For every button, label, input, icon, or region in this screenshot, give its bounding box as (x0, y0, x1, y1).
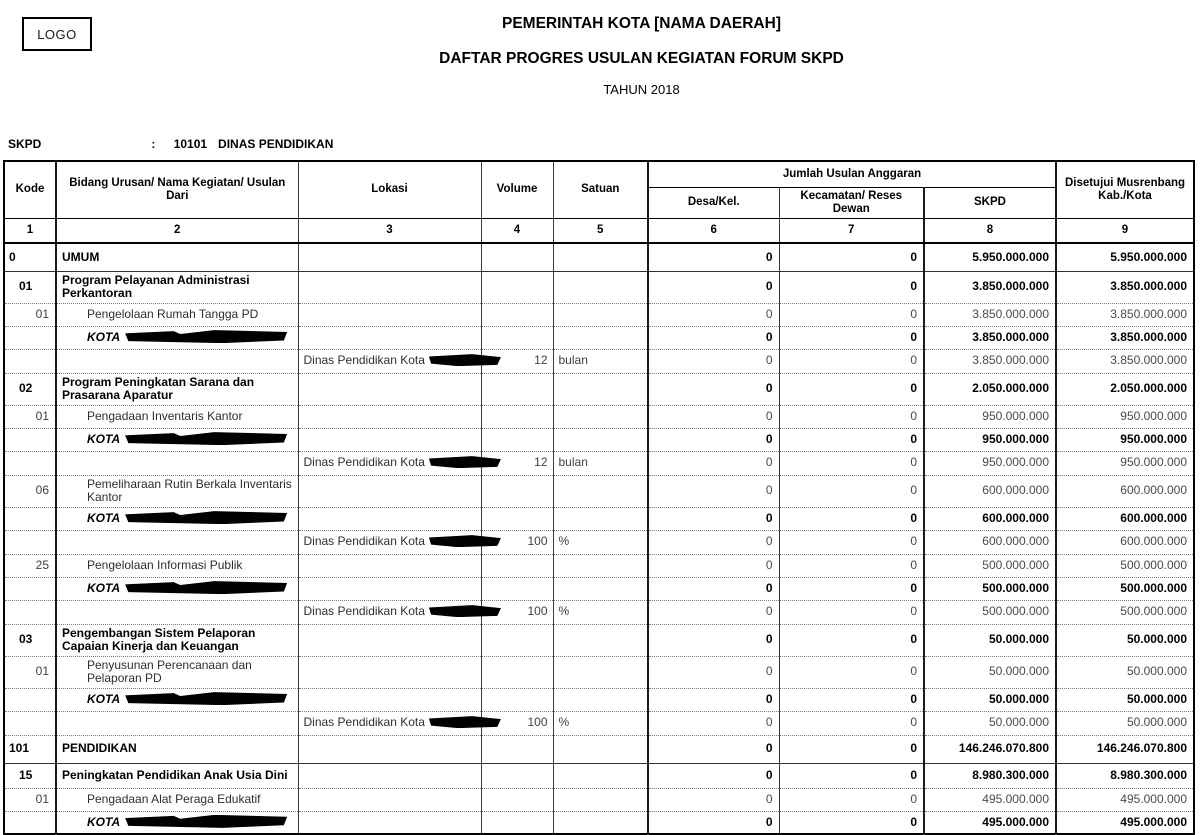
cell-volume (481, 688, 553, 711)
cell-disetujui: 2.050.000.000 (1056, 373, 1194, 405)
cell-skpd: 600.000.000 (924, 507, 1056, 530)
table-row (4, 688, 1194, 711)
redacted-text (125, 511, 287, 524)
year-label: TAHUN 2018 (603, 82, 680, 97)
col-header-kecamatan: Kecamatan/ Reses Dewan (779, 187, 924, 218)
column-number: 9 (1056, 218, 1194, 243)
cell-desa: 0 (648, 763, 779, 788)
cell-disetujui: 146.246.070.800 (1056, 735, 1194, 763)
cell-skpd: 3.850.000.000 (924, 303, 1056, 326)
cell-disetujui: 50.000.000 (1056, 711, 1194, 735)
cell-desa: 0 (648, 243, 779, 271)
cell-kode: 01 (4, 271, 56, 303)
cell-volume: 100 (481, 530, 553, 554)
cell-lokasi (298, 656, 481, 688)
cell-kode (4, 349, 56, 373)
logo (22, 17, 92, 51)
cell-kode: 25 (4, 554, 56, 577)
table-row (4, 711, 1194, 735)
col-header-lokasi: Lokasi (298, 161, 481, 218)
cell-satuan (553, 303, 648, 326)
cell-lokasi (298, 326, 481, 349)
cell-kode (4, 811, 56, 834)
cell-lokasi (298, 405, 481, 428)
cell-desa: 0 (648, 811, 779, 834)
cell-kecamatan: 0 (779, 624, 924, 656)
cell-desa: 0 (648, 656, 779, 688)
cell-lokasi (298, 735, 481, 763)
table-row (4, 243, 1194, 271)
cell-disetujui: 495.000.000 (1056, 788, 1194, 811)
redacted-text (125, 330, 287, 343)
cell-name: Penyusunan Perencanaan dan Pelaporan PD (56, 656, 298, 688)
cell-volume (481, 373, 553, 405)
cell-kecamatan: 0 (779, 405, 924, 428)
table-row (4, 624, 1194, 656)
cell-kecamatan: 0 (779, 349, 924, 373)
cell-name (56, 507, 298, 530)
column-number: 2 (56, 218, 298, 243)
cell-skpd: 3.850.000.000 (924, 326, 1056, 349)
redacted-text (125, 692, 287, 705)
cell-skpd: 3.850.000.000 (924, 271, 1056, 303)
cell-volume (481, 811, 553, 834)
skpd-name: DINAS PENDIDIKAN (218, 137, 334, 151)
cell-satuan (553, 271, 648, 303)
table-row (4, 475, 1194, 507)
cell-skpd: 495.000.000 (924, 788, 1056, 811)
column-number: 6 (648, 218, 779, 243)
cell-desa: 0 (648, 711, 779, 735)
cell-kode: 03 (4, 624, 56, 656)
redacted-text (125, 815, 287, 828)
cell-satuan (553, 656, 648, 688)
cell-volume (481, 624, 553, 656)
table-row (4, 763, 1194, 788)
cell-desa: 0 (648, 475, 779, 507)
cell-satuan (553, 735, 648, 763)
cell-disetujui: 950.000.000 (1056, 428, 1194, 451)
skpd-info-line (8, 137, 333, 151)
cell-satuan (553, 788, 648, 811)
cell-kecamatan: 0 (779, 428, 924, 451)
cell-kecamatan: 0 (779, 373, 924, 405)
cell-desa: 0 (648, 624, 779, 656)
cell-kode (4, 530, 56, 554)
report-table (3, 160, 1195, 835)
cell-desa: 0 (648, 405, 779, 428)
cell-kecamatan: 0 (779, 530, 924, 554)
kota-label: KOTA (87, 510, 121, 525)
cell-name (56, 428, 298, 451)
lokasi-text: Dinas Pendidikan Kota (303, 604, 425, 619)
cell-skpd: 146.246.070.800 (924, 735, 1056, 763)
cell-skpd: 5.950.000.000 (924, 243, 1056, 271)
cell-volume (481, 554, 553, 577)
cell-volume (481, 405, 553, 428)
cell-skpd: 3.850.000.000 (924, 349, 1056, 373)
cell-kode (4, 688, 56, 711)
cell-lokasi (298, 554, 481, 577)
table-header (4, 161, 1194, 243)
cell-lokasi (298, 711, 481, 735)
column-number: 7 (779, 218, 924, 243)
skpd-separator: : (151, 137, 156, 151)
cell-volume (481, 788, 553, 811)
cell-skpd: 500.000.000 (924, 554, 1056, 577)
cell-desa: 0 (648, 600, 779, 624)
cell-name: Pengadaan Alat Peraga Edukatif (56, 788, 298, 811)
cell-disetujui: 50.000.000 (1056, 624, 1194, 656)
cell-disetujui: 5.950.000.000 (1056, 243, 1194, 271)
cell-kode: 01 (4, 656, 56, 688)
table-row (4, 349, 1194, 373)
kota-label: KOTA (87, 580, 121, 595)
kota-label: KOTA (87, 691, 121, 706)
cell-kecamatan: 0 (779, 600, 924, 624)
cell-volume (481, 428, 553, 451)
cell-name: Pemeliharaan Rutin Berkala Inventaris Kantor (56, 475, 298, 507)
cell-kode: 0 (4, 243, 56, 271)
cell-lokasi (298, 688, 481, 711)
cell-name (56, 530, 298, 554)
cell-satuan (553, 373, 648, 405)
cell-skpd: 50.000.000 (924, 711, 1056, 735)
page-title: PEMERINTAH KOTA [NAMA DAERAH] (502, 15, 781, 32)
cell-disetujui: 8.980.300.000 (1056, 763, 1194, 788)
table-row (4, 373, 1194, 405)
cell-skpd: 50.000.000 (924, 656, 1056, 688)
cell-desa: 0 (648, 303, 779, 326)
cell-satuan (553, 624, 648, 656)
cell-lokasi (298, 428, 481, 451)
cell-kecamatan: 0 (779, 326, 924, 349)
lokasi-text: Dinas Pendidikan Kota (303, 715, 425, 730)
cell-volume (481, 656, 553, 688)
cell-kode: 01 (4, 303, 56, 326)
redacted-text (125, 432, 287, 445)
cell-skpd: 495.000.000 (924, 811, 1056, 834)
cell-skpd: 950.000.000 (924, 451, 1056, 475)
cell-lokasi (298, 763, 481, 788)
redacted-text (125, 581, 287, 594)
table-row (4, 303, 1194, 326)
col-header-satuan: Satuan (553, 161, 648, 218)
table-row (4, 507, 1194, 530)
column-number: 3 (298, 218, 481, 243)
cell-kode: 02 (4, 373, 56, 405)
cell-desa: 0 (648, 373, 779, 405)
cell-kode (4, 711, 56, 735)
cell-lokasi (298, 788, 481, 811)
cell-kode: 01 (4, 788, 56, 811)
cell-skpd: 500.000.000 (924, 577, 1056, 600)
cell-volume (481, 243, 553, 271)
cell-name: Pengelolaan Informasi Publik (56, 554, 298, 577)
cell-disetujui: 3.850.000.000 (1056, 326, 1194, 349)
col-header-disetujui: Disetujui Musrenbang Kab./Kota (1056, 161, 1194, 218)
cell-disetujui: 3.850.000.000 (1056, 349, 1194, 373)
cell-satuan: bulan (553, 451, 648, 475)
skpd-label: SKPD (8, 137, 42, 151)
cell-kecamatan: 0 (779, 763, 924, 788)
cell-desa: 0 (648, 788, 779, 811)
cell-disetujui: 50.000.000 (1056, 656, 1194, 688)
cell-desa: 0 (648, 326, 779, 349)
cell-name: Program Peningkatan Sarana dan Prasarana Aparatur (56, 373, 298, 405)
cell-disetujui: 500.000.000 (1056, 554, 1194, 577)
cell-satuan (553, 577, 648, 600)
table-row (4, 428, 1194, 451)
cell-volume: 100 (481, 711, 553, 735)
table-row (4, 530, 1194, 554)
logo-label: LOGO (37, 26, 77, 42)
cell-volume (481, 303, 553, 326)
table-row (4, 405, 1194, 428)
cell-lokasi (298, 577, 481, 600)
table-row (4, 656, 1194, 688)
cell-kecamatan: 0 (779, 577, 924, 600)
column-number: 4 (481, 218, 553, 243)
cell-disetujui: 3.850.000.000 (1056, 303, 1194, 326)
cell-satuan (553, 428, 648, 451)
lokasi-text: Dinas Pendidikan Kota (303, 353, 425, 368)
cell-satuan: bulan (553, 349, 648, 373)
cell-desa: 0 (648, 688, 779, 711)
cell-volume (481, 507, 553, 530)
cell-desa: 0 (648, 428, 779, 451)
col-header-desa: Desa/Kel. (648, 187, 779, 218)
cell-disetujui: 950.000.000 (1056, 405, 1194, 428)
cell-lokasi (298, 530, 481, 554)
cell-skpd: 500.000.000 (924, 600, 1056, 624)
cell-volume (481, 735, 553, 763)
cell-satuan (553, 475, 648, 507)
cell-skpd: 950.000.000 (924, 405, 1056, 428)
cell-kecamatan: 0 (779, 475, 924, 507)
cell-name (56, 811, 298, 834)
kota-label: KOTA (87, 329, 121, 344)
cell-lokasi (298, 475, 481, 507)
cell-lokasi (298, 373, 481, 405)
cell-kode (4, 600, 56, 624)
cell-satuan: % (553, 530, 648, 554)
cell-kecamatan: 0 (779, 788, 924, 811)
cell-skpd: 600.000.000 (924, 530, 1056, 554)
cell-kecamatan: 0 (779, 735, 924, 763)
cell-disetujui: 600.000.000 (1056, 475, 1194, 507)
cell-name (56, 326, 298, 349)
cell-name (56, 577, 298, 600)
cell-disetujui: 50.000.000 (1056, 688, 1194, 711)
table-row (4, 451, 1194, 475)
table-row (4, 600, 1194, 624)
lokasi-text: Dinas Pendidikan Kota (303, 534, 425, 549)
cell-kode (4, 428, 56, 451)
cell-skpd: 50.000.000 (924, 688, 1056, 711)
cell-disetujui: 600.000.000 (1056, 530, 1194, 554)
table-row (4, 554, 1194, 577)
cell-skpd: 950.000.000 (924, 428, 1056, 451)
lokasi-text: Dinas Pendidikan Kota (303, 455, 425, 470)
col-header-jumlah-group: Jumlah Usulan Anggaran (648, 161, 1056, 187)
cell-desa: 0 (648, 554, 779, 577)
cell-skpd: 600.000.000 (924, 475, 1056, 507)
col-header-bidang: Bidang Urusan/ Nama Kegiatan/ Usulan Dari (56, 161, 298, 218)
cell-desa: 0 (648, 507, 779, 530)
document-subtitle: DAFTAR PROGRES USULAN KEGIATAN FORUM SKPD (439, 50, 844, 67)
table-row (4, 577, 1194, 600)
col-header-volume: Volume (481, 161, 553, 218)
cell-name (56, 688, 298, 711)
cell-lokasi (298, 507, 481, 530)
cell-kode (4, 451, 56, 475)
cell-lokasi (298, 811, 481, 834)
cell-kecamatan: 0 (779, 303, 924, 326)
cell-lokasi (298, 624, 481, 656)
cell-lokasi (298, 451, 481, 475)
cell-satuan: % (553, 600, 648, 624)
cell-kode: 01 (4, 405, 56, 428)
cell-kecamatan: 0 (779, 271, 924, 303)
cell-skpd: 8.980.300.000 (924, 763, 1056, 788)
cell-satuan (553, 405, 648, 428)
cell-kecamatan: 0 (779, 688, 924, 711)
table-row (4, 271, 1194, 303)
cell-satuan (553, 554, 648, 577)
cell-lokasi (298, 303, 481, 326)
cell-desa: 0 (648, 530, 779, 554)
cell-name: Program Pelayanan Administrasi Perkantoran (56, 271, 298, 303)
cell-kode: 06 (4, 475, 56, 507)
col-header-kode: Kode (4, 161, 56, 218)
cell-name: Peningkatan Pendidikan Anak Usia Dini (56, 763, 298, 788)
cell-kode (4, 577, 56, 600)
cell-volume (481, 326, 553, 349)
cell-volume (481, 577, 553, 600)
cell-satuan: % (553, 711, 648, 735)
cell-skpd: 2.050.000.000 (924, 373, 1056, 405)
cell-kode (4, 507, 56, 530)
cell-kode: 101 (4, 735, 56, 763)
cell-kecamatan: 0 (779, 507, 924, 530)
cell-lokasi (298, 600, 481, 624)
cell-desa: 0 (648, 271, 779, 303)
cell-disetujui: 500.000.000 (1056, 600, 1194, 624)
cell-name: Pengadaan Inventaris Kantor (56, 405, 298, 428)
cell-name: PENDIDIKAN (56, 735, 298, 763)
cell-kode (4, 326, 56, 349)
col-header-skpd: SKPD (924, 187, 1056, 218)
cell-satuan (553, 688, 648, 711)
cell-disetujui: 500.000.000 (1056, 577, 1194, 600)
cell-kode: 15 (4, 763, 56, 788)
table-row (4, 788, 1194, 811)
cell-disetujui: 3.850.000.000 (1056, 271, 1194, 303)
cell-name (56, 349, 298, 373)
cell-kecamatan: 0 (779, 554, 924, 577)
cell-lokasi (298, 271, 481, 303)
cell-name (56, 451, 298, 475)
cell-skpd: 50.000.000 (924, 624, 1056, 656)
cell-kecamatan: 0 (779, 243, 924, 271)
cell-volume: 12 (481, 451, 553, 475)
cell-lokasi (298, 349, 481, 373)
cell-volume (481, 763, 553, 788)
cell-lokasi (298, 243, 481, 271)
cell-kecamatan: 0 (779, 811, 924, 834)
column-number: 8 (924, 218, 1056, 243)
cell-name: Pengembangan Sistem Pelaporan Capaian Kinerja dan Keuangan (56, 624, 298, 656)
cell-desa: 0 (648, 451, 779, 475)
column-number: 1 (4, 218, 56, 243)
kota-label: KOTA (87, 431, 121, 446)
cell-satuan (553, 763, 648, 788)
cell-name: UMUM (56, 243, 298, 271)
cell-volume (481, 475, 553, 507)
cell-satuan (553, 326, 648, 349)
cell-disetujui: 495.000.000 (1056, 811, 1194, 834)
table-row (4, 326, 1194, 349)
cell-desa: 0 (648, 735, 779, 763)
cell-volume (481, 271, 553, 303)
cell-name: Pengelolaan Rumah Tangga PD (56, 303, 298, 326)
table-row (4, 811, 1194, 834)
cell-satuan (553, 243, 648, 271)
column-number-row (4, 218, 1194, 243)
cell-satuan (553, 811, 648, 834)
cell-disetujui: 950.000.000 (1056, 451, 1194, 475)
column-number: 5 (553, 218, 648, 243)
table-body (4, 243, 1194, 834)
cell-kecamatan: 0 (779, 451, 924, 475)
cell-volume: 12 (481, 349, 553, 373)
cell-desa: 0 (648, 349, 779, 373)
cell-satuan (553, 507, 648, 530)
table-row (4, 735, 1194, 763)
skpd-code: 10101 (173, 137, 208, 151)
cell-kecamatan: 0 (779, 656, 924, 688)
cell-disetujui: 600.000.000 (1056, 507, 1194, 530)
kota-label: KOTA (87, 814, 121, 829)
cell-desa: 0 (648, 577, 779, 600)
cell-kecamatan: 0 (779, 711, 924, 735)
cell-name (56, 600, 298, 624)
cell-name (56, 711, 298, 735)
cell-volume: 100 (481, 600, 553, 624)
